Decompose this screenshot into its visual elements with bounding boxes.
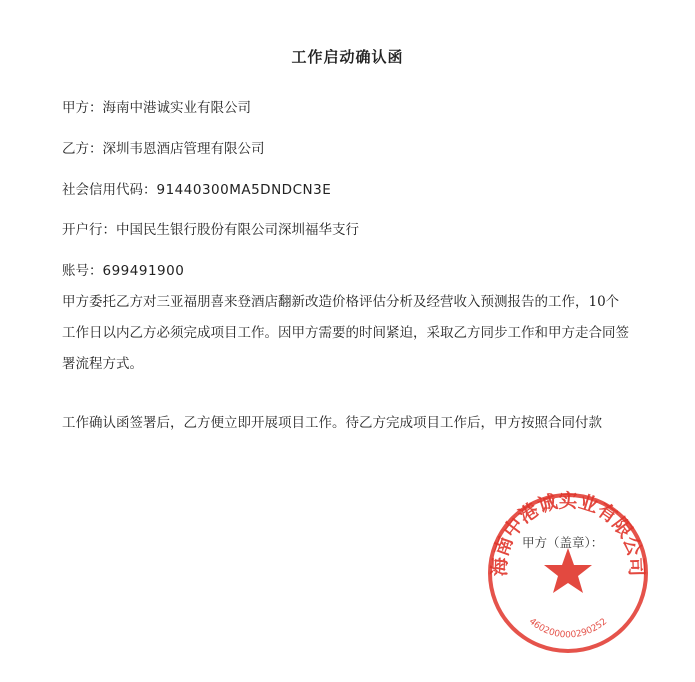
credit-code-line	[62, 178, 331, 198]
bank-value: 中国民生银行股份有限公司深圳福华支行	[116, 222, 359, 238]
document-title: 工作启动确认函	[291, 48, 404, 66]
seal-number-text: 460200000290252	[526, 616, 610, 641]
credit-code-value: 91440300MA5DNDCN3E	[156, 182, 332, 198]
account-value: 699491900	[102, 263, 185, 279]
party-b-line: 乙方：深圳韦恩酒店管理有限公司	[62, 141, 265, 157]
seal-graphic	[483, 488, 653, 658]
party-a-line: 甲方：海南中港诚实业有限公司	[62, 100, 251, 116]
credit-code-label: 社会信用代码：	[62, 182, 157, 198]
bank-line	[62, 218, 359, 238]
paragraph-payment: 工作确认函签署后，乙方便立即开展项目工作。待乙方完成项目工作后，甲方按照合同付款	[62, 415, 602, 431]
company-seal	[483, 488, 653, 658]
paragraph-commission: 甲方委托乙方对三亚福朋喜来登酒店翻新改造价格评估分析及经营收入预测报告的工作，10个工作日以内乙方必须完成项目工作。因甲方需要的时间紧迫，采取乙方同步工作和甲方走合同签署流程方式。	[62, 294, 629, 372]
star-icon	[544, 548, 592, 593]
account-line	[62, 259, 184, 279]
seal-company-text: 海南中港诚实业有限公司	[488, 489, 648, 577]
sign-label: 甲方（盖章）：	[522, 535, 604, 550]
bank-label: 开户行：	[62, 222, 116, 238]
account-label: 账号：	[62, 263, 103, 279]
